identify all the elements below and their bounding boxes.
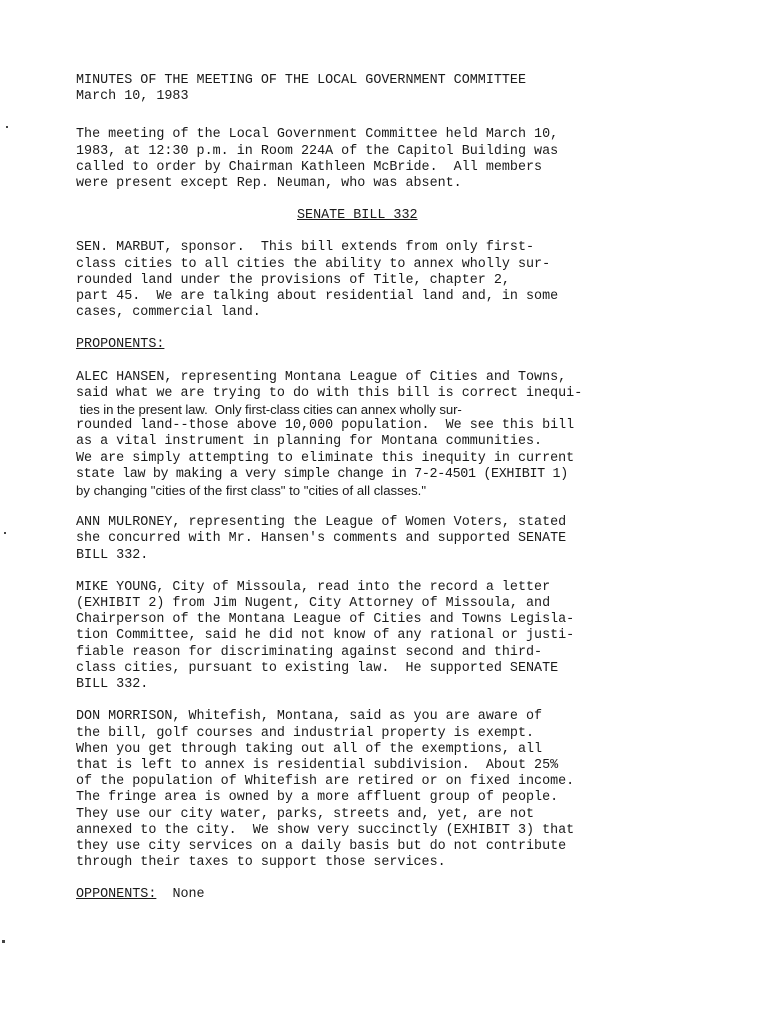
title-date: March 10, 1983 (76, 89, 189, 105)
testimony-line: (EXHIBIT 2) from Jim Nugent, City Attorney of Missoula, and (76, 596, 551, 612)
testimony-line: class cities, pursuant to existing law. He supported SENATE (76, 660, 559, 676)
sponsor-line: rounded land under the provisions of Title, chapter 2, (76, 272, 510, 288)
testimony-line: annexed to the city. We show very succinctly (EXHIBIT 3) that (76, 822, 575, 838)
opponents-heading: OPPONENTS: (76, 887, 157, 903)
testimony-line: Chairperson of the Montana League of Cities and Towns Legisla- (76, 612, 575, 628)
sponsor-line: class cities to all cities the ability to annex wholly sur- (76, 256, 551, 272)
sponsor-paragraph (76, 240, 676, 321)
testimony-line: MIKE YOUNG, City of Missoula, read into the record a letter (76, 579, 551, 595)
sponsor-line: part 45. We are talking about residential land and, in some (76, 289, 559, 305)
testimony-line: the bill, golf courses and industrial property is exempt. (76, 725, 535, 741)
testimony-line: as a vital instrument in planning for Montana communities. (76, 434, 543, 450)
intro-paragraph (76, 127, 676, 192)
testimony-line: BILL 332. (76, 547, 149, 563)
proponents-heading: PROPONENTS: (76, 337, 165, 353)
section-title: SENATE BILL 332 (297, 208, 418, 224)
testimony-morrison (76, 709, 676, 871)
scan-speck (2, 940, 5, 943)
testimony-line: ALEC HANSEN, representing Montana League of Cities and Towns, (76, 369, 567, 385)
testimony-line: that is left to annex is residential subdivision. About 25% (76, 757, 559, 773)
testimony-line: ties in the present law. Only first-class cities can annex wholly sur- (76, 402, 462, 418)
testimony-line: tion Committee, said he did not know of any rational or justi- (76, 628, 575, 644)
testimony-line: through their taxes to support those services. (76, 855, 446, 871)
intro-line: were present except Rep. Neuman, who was absent. (76, 176, 462, 192)
intro-line: The meeting of the Local Government Committee held March 10, (76, 127, 559, 143)
testimony-line: fiable reason for discriminating against second and third- (76, 644, 543, 660)
testimony-hansen (76, 370, 676, 500)
sponsor-line: cases, commercial land. (76, 305, 261, 321)
sponsor-line: SEN. MARBUT, sponsor. This bill extends from only first- (76, 240, 535, 256)
testimony-line: The fringe area is owned by a more affluent group of people. (76, 790, 559, 806)
testimony-line: rounded land--those above 10,000 population. We see this bill (76, 418, 575, 434)
testimony-line: When you get through taking out all of the exemptions, all (76, 741, 543, 757)
intro-line: 1983, at 12:30 p.m. in Room 224A of the Capitol Building was (76, 143, 559, 159)
testimony-line: state law by making a very simple change in 7-2-4501 (EXHIBIT 1) (76, 466, 568, 482)
testimony-line: said what we are trying to do with this bill is correct inequi- (76, 385, 583, 401)
opponents-value: None (172, 887, 205, 903)
document-title (76, 73, 676, 105)
testimony-line: DON MORRISON, Whitefish, Montana, said as you are aware of (76, 709, 543, 725)
testimony-line: they use city services on a daily basis but do not contribute (76, 838, 567, 854)
scan-speck (6, 126, 8, 128)
testimony-line: ANN MULRONEY, representing the League of Women Voters, stated (76, 515, 567, 531)
opponents-row (76, 887, 676, 903)
testimony-line: by changing "cities of the first class" to "cities of all classes." (76, 483, 427, 499)
document-page (76, 73, 676, 904)
scan-speck (4, 532, 6, 534)
testimony-line: We are simply attempting to eliminate this inequity in current (76, 450, 575, 466)
testimony-young (76, 580, 676, 693)
testimony-mulroney (76, 515, 676, 564)
testimony-line: of the population of Whitefish are retired or on fixed income. (76, 774, 575, 790)
intro-line: called to order by Chairman Kathleen McBride. All members (76, 159, 543, 175)
testimony-line: BILL 332. (76, 677, 149, 693)
testimony-line: she concurred with Mr. Hansen's comments and supported SENATE (76, 531, 567, 547)
title-line: MINUTES OF THE MEETING OF THE LOCAL GOVERNMENT COMMITTEE (76, 73, 526, 88)
testimony-line: They use our city water, parks, streets and, yet, are not (76, 806, 535, 822)
